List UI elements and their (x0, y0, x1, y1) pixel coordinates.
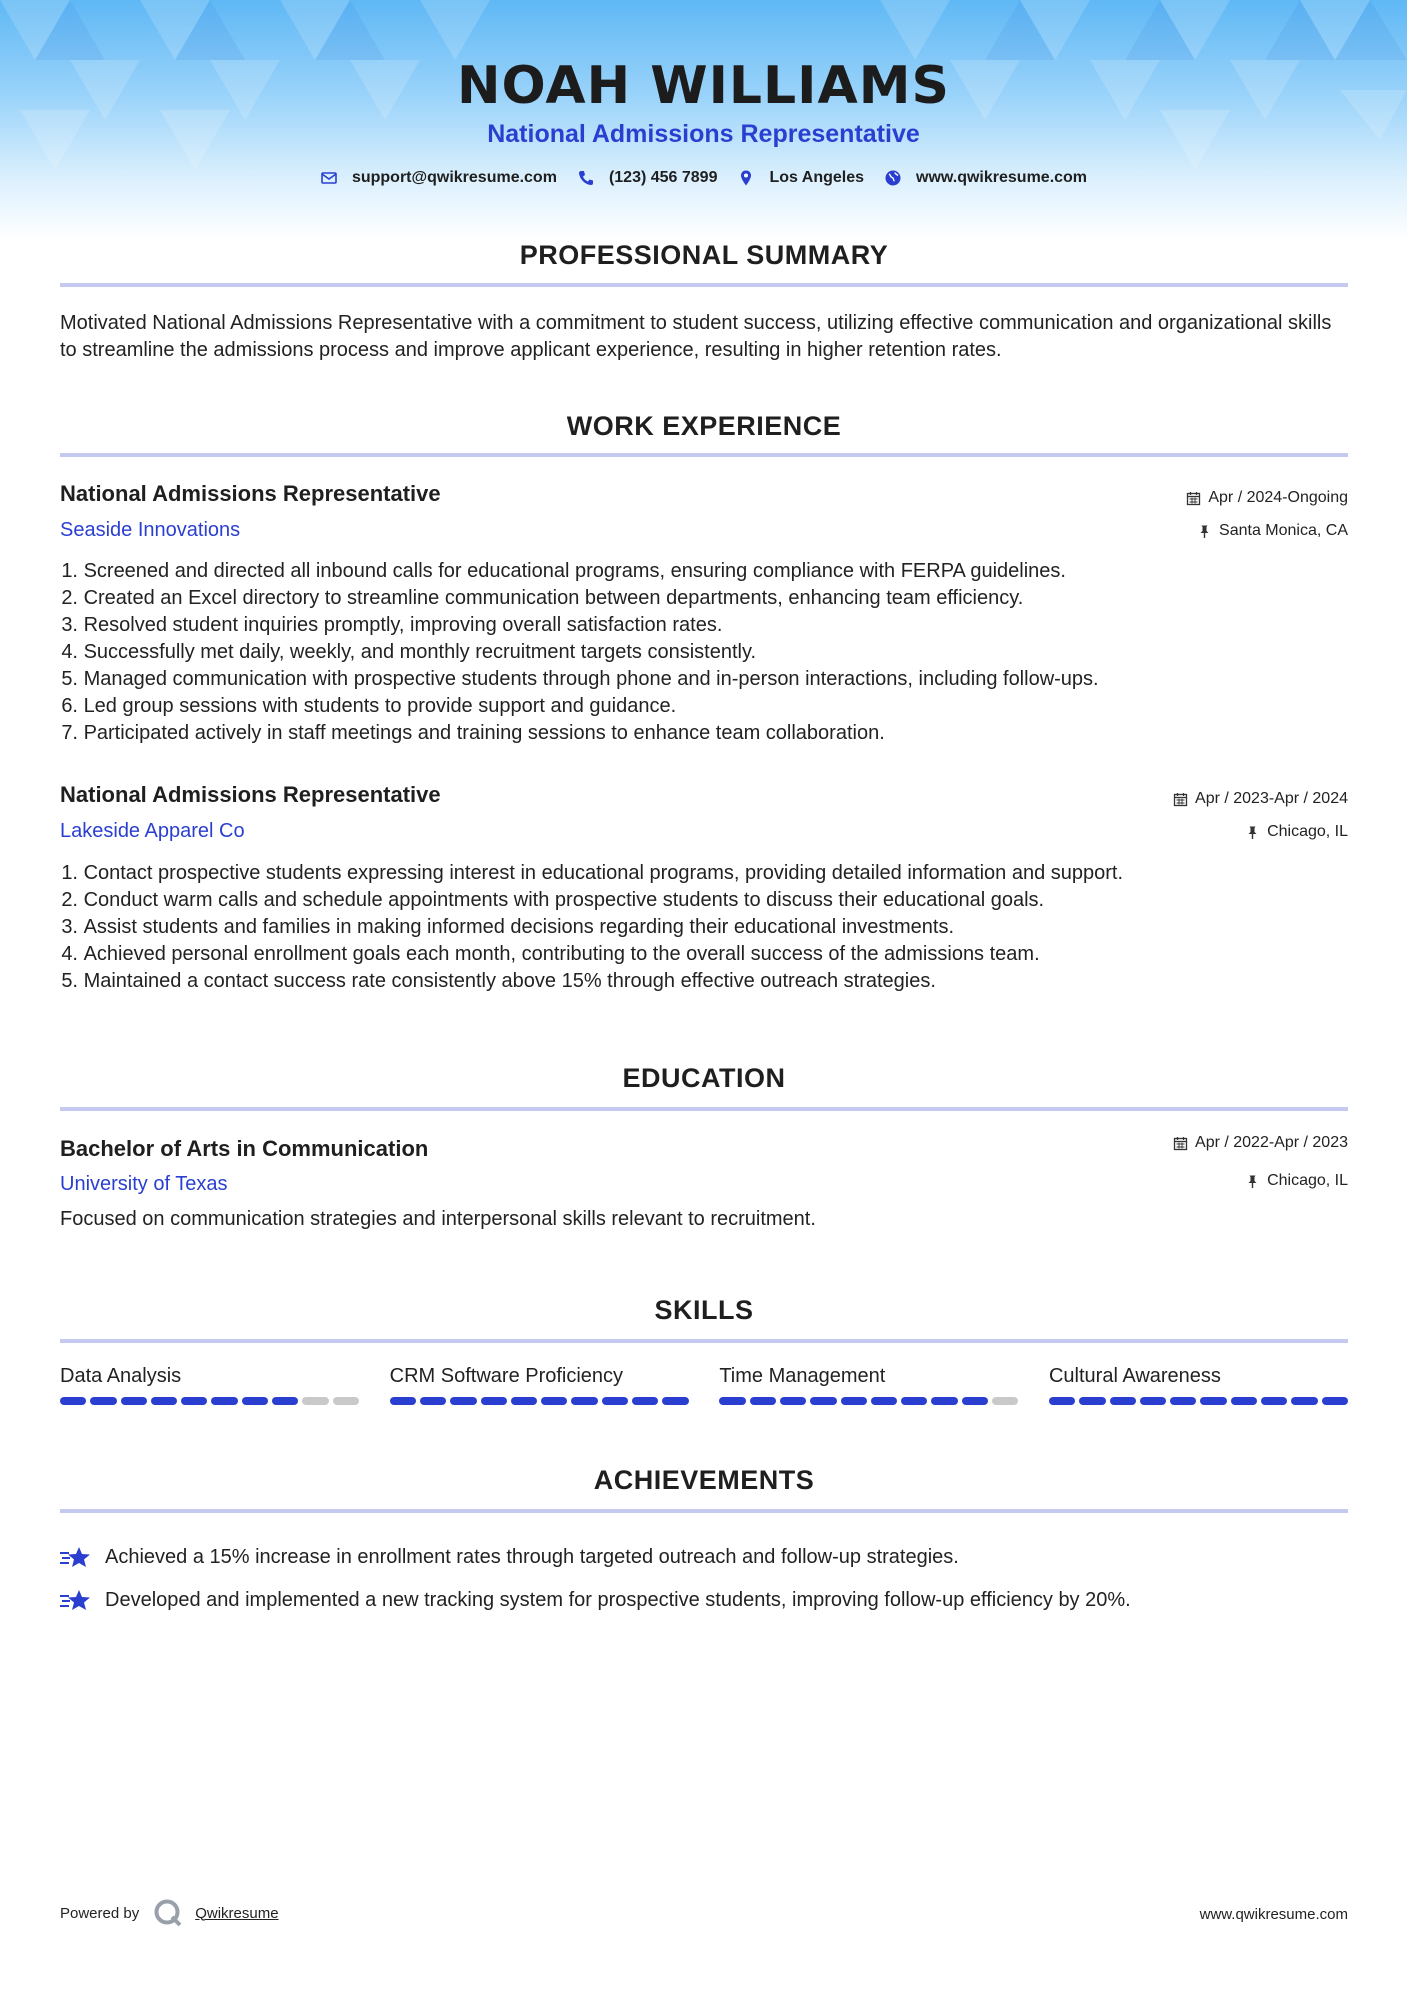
skill-segment (841, 1397, 867, 1405)
section-divider (60, 1339, 1348, 1343)
education-location-text: Chicago, IL (1267, 1172, 1348, 1189)
degree-title: Bachelor of Arts in Communication (60, 1136, 429, 1161)
list-item: 2. Conduct warm calls and schedule appointments with prospective students to discuss their educational goals. (60, 887, 1360, 914)
bullet-text: Led group sessions with students to provide support and guidance. (83, 695, 677, 717)
skill-segment (632, 1397, 658, 1405)
skill-name: CRM Software Proficiency (389, 1365, 624, 1387)
skill-level-bar (60, 1397, 359, 1405)
skill-segment (1200, 1397, 1226, 1405)
section-divider (60, 283, 1348, 287)
skill-item (1049, 1365, 1348, 1405)
skill-segment (450, 1397, 476, 1405)
candidate-name: NOAH WILLIAMS (457, 56, 950, 116)
section-title-experience: WORK EXPERIENCE (566, 411, 842, 441)
section-title-achievements: ACHIEVEMENTS (593, 1465, 815, 1495)
skill-level-bar (719, 1397, 1018, 1405)
brand-link[interactable]: Qwikresume (195, 1904, 279, 1922)
skill-segment (992, 1397, 1018, 1405)
skill-segment (420, 1397, 446, 1405)
skills-grid (60, 1365, 1348, 1405)
bullet-text: Created an Excel directory to streamline communication between departments, enhancing team efficiency. (83, 587, 1024, 609)
job-location-text: Chicago, IL (1267, 823, 1348, 840)
education-location (1245, 1172, 1348, 1190)
skill-segment (390, 1397, 416, 1405)
skill-level-bar (390, 1397, 689, 1405)
list-item (60, 1579, 1360, 1622)
bullet-text: Assist students and families in making informed decisions regarding their educational investments. (83, 916, 955, 938)
skill-segment (541, 1397, 567, 1405)
job-dates-text: Apr / 2023-Apr / 2024 (1195, 790, 1348, 807)
calendar-icon (1186, 491, 1201, 506)
email-text: support@qwikresume.com (351, 169, 557, 186)
job-location-text: Santa Monica, CA (1219, 522, 1348, 539)
skill-item (719, 1365, 1018, 1405)
achievements-list (60, 1536, 1360, 1622)
star-icon (60, 1544, 92, 1572)
job-bullets (60, 558, 1360, 747)
job-dates (1186, 489, 1348, 507)
skill-segment (750, 1397, 776, 1405)
list-item: 5. Maintained a contact success rate consistently above 15% through effective outreach strategies. (60, 968, 1360, 995)
skill-level-bar (1049, 1397, 1348, 1405)
envelope-icon (320, 169, 338, 187)
qwikresume-logo-icon (153, 1898, 183, 1928)
skill-segment (1140, 1397, 1166, 1405)
skill-segment (1079, 1397, 1105, 1405)
list-item: 2. Created an Excel directory to streamline communication between departments, enhancing team efficiency. (60, 585, 1360, 612)
skill-segment (571, 1397, 597, 1405)
section-title-education: EDUCATION (622, 1063, 786, 1093)
skill-item (60, 1365, 359, 1405)
list-item: 1. Contact prospective students expressing interest in educational programs, providing detailed information and support. (60, 860, 1360, 887)
skill-segment (211, 1397, 237, 1405)
job-dates-text: Apr / 2024-Ongoing (1208, 489, 1348, 506)
skill-segment (302, 1397, 328, 1405)
skill-segment (272, 1397, 298, 1405)
skill-name: Time Management (719, 1365, 886, 1387)
bullet-text: Maintained a contact success rate consistently above 15% through effective outreach strategies. (83, 970, 936, 992)
list-item: 7. Participated actively in staff meetings and training sessions to enhance team collaboration. (60, 720, 1360, 747)
location-text: Los Angeles (769, 169, 865, 186)
skill-segment (242, 1397, 268, 1405)
skill-segment (181, 1397, 207, 1405)
education-dates-text: Apr / 2022-Apr / 2023 (1195, 1134, 1348, 1151)
skill-segment (1291, 1397, 1317, 1405)
education-dates (1173, 1134, 1348, 1152)
school-name: University of Texas (60, 1173, 228, 1195)
list-item: 4. Achieved personal enrollment goals each month, contributing to the overall success of the admissions team. (60, 941, 1360, 968)
list-item (60, 1536, 1360, 1579)
contact-email[interactable] (320, 169, 557, 187)
skill-item (390, 1365, 689, 1405)
skill-segment (481, 1397, 507, 1405)
section-title-skills: SKILLS (654, 1295, 754, 1325)
section-divider (60, 453, 1348, 457)
bullet-text: Participated actively in staff meetings and training sessions to enhance team collaboration. (83, 722, 885, 744)
calendar-icon (1173, 792, 1188, 807)
skill-segment (1110, 1397, 1136, 1405)
website-text: www.qwikresume.com (916, 169, 1088, 186)
skill-segment (1231, 1397, 1257, 1405)
contact-website[interactable] (884, 169, 1087, 187)
skill-segment (1261, 1397, 1287, 1405)
list-item: 1. Screened and directed all inbound calls for educational programs, ensuring compliance with FERPA guidelines. (60, 558, 1360, 585)
skill-segment (901, 1397, 927, 1405)
powered-by-label: Powered by (60, 1904, 140, 1922)
education-description: Focused on communication strategies and interpersonal skills relevant to recruitment. (60, 1208, 816, 1230)
job-bullets (60, 860, 1360, 995)
skill-name: Data Analysis (60, 1365, 182, 1387)
company-name: Lakeside Apparel Co (60, 820, 245, 842)
contact-phone[interactable] (577, 169, 718, 187)
bullet-text: Screened and directed all inbound calls for educational programs, ensuring compliance with FERPA guidelines. (83, 560, 1066, 582)
job-location (1245, 823, 1348, 841)
skill-segment (333, 1397, 359, 1405)
section-title-summary: PROFESSIONAL SUMMARY (519, 240, 889, 270)
candidate-role: National Admissions Representative (487, 120, 920, 148)
bullet-text: Successfully met daily, weekly, and monthly recruitment targets consistently. (83, 641, 757, 663)
list-item: 5. Managed communication with prospective students through phone and in-person interactions, including follow-ups. (60, 666, 1360, 693)
resume-header (0, 56, 1407, 187)
phone-text: (123) 456 7899 (608, 169, 718, 186)
list-item: 4. Successfully met daily, weekly, and monthly recruitment targets consistently. (60, 639, 1360, 666)
skill-segment (780, 1397, 806, 1405)
pushpin-icon (1245, 825, 1260, 840)
list-item: 3. Assist students and families in making informed decisions regarding their educational investments. (60, 914, 1360, 941)
skill-segment (602, 1397, 628, 1405)
list-item: 6. Led group sessions with students to provide support and guidance. (60, 693, 1360, 720)
job-title: National Admissions Representative (60, 782, 441, 807)
company-name: Seaside Innovations (60, 519, 241, 541)
skill-segment (1049, 1397, 1075, 1405)
skill-segment (871, 1397, 897, 1405)
bullet-text: Contact prospective students expressing interest in educational programs, providing detailed information and support. (83, 862, 1124, 884)
skill-segment (90, 1397, 116, 1405)
summary-text: Motivated National Admissions Representative with a commitment to student success, utilizing effective communication and organizational skills to streamline the admissions process and improve applicant experience, resulting in higher retention rates. (60, 312, 1332, 361)
skill-name: Cultural Awareness (1048, 1365, 1221, 1387)
bullet-text: Resolved student inquiries promptly, improving overall satisfaction rates. (83, 614, 723, 636)
job-title: National Admissions Representative (60, 481, 441, 506)
skill-segment (810, 1397, 836, 1405)
skill-segment (662, 1397, 688, 1405)
pushpin-icon (1245, 1174, 1260, 1189)
calendar-icon (1173, 1136, 1188, 1151)
job-location (1197, 522, 1348, 540)
bullet-text: Managed communication with prospective students through phone and in-person interactions, including follow-ups. (83, 668, 1099, 690)
skill-segment (719, 1397, 745, 1405)
section-divider (60, 1107, 1348, 1111)
star-icon (60, 1587, 92, 1615)
skill-segment (962, 1397, 988, 1405)
achievement-text: Achieved a 15% increase in enrollment rates through targeted outreach and follow-up strategies. (105, 1546, 959, 1568)
skill-segment (121, 1397, 147, 1405)
section-divider (60, 1509, 1348, 1513)
list-item: 3. Resolved student inquiries promptly, improving overall satisfaction rates. (60, 612, 1360, 639)
skill-segment (1322, 1397, 1348, 1405)
skill-segment (511, 1397, 537, 1405)
skill-segment (60, 1397, 86, 1405)
bullet-text: Achieved personal enrollment goals each month, contributing to the overall success of the admissions team. (83, 943, 1040, 965)
skill-segment (931, 1397, 957, 1405)
footer-website[interactable]: www.qwikresume.com (1199, 1906, 1348, 1923)
skill-segment (151, 1397, 177, 1405)
contact-location (737, 169, 864, 187)
phone-icon (577, 169, 595, 187)
job-dates (1173, 790, 1348, 808)
globe-icon (884, 169, 902, 187)
achievement-text: Developed and implemented a new tracking system for prospective students, improving follow-up efficiency by 20%. (105, 1589, 1131, 1611)
contact-bar (0, 169, 1407, 187)
bullet-text: Conduct warm calls and schedule appointments with prospective students to discuss their educational goals. (83, 889, 1045, 911)
footer-powered-by (60, 1898, 279, 1928)
pushpin-icon (1197, 524, 1212, 539)
skill-segment (1170, 1397, 1196, 1405)
map-pin-icon (737, 169, 755, 187)
